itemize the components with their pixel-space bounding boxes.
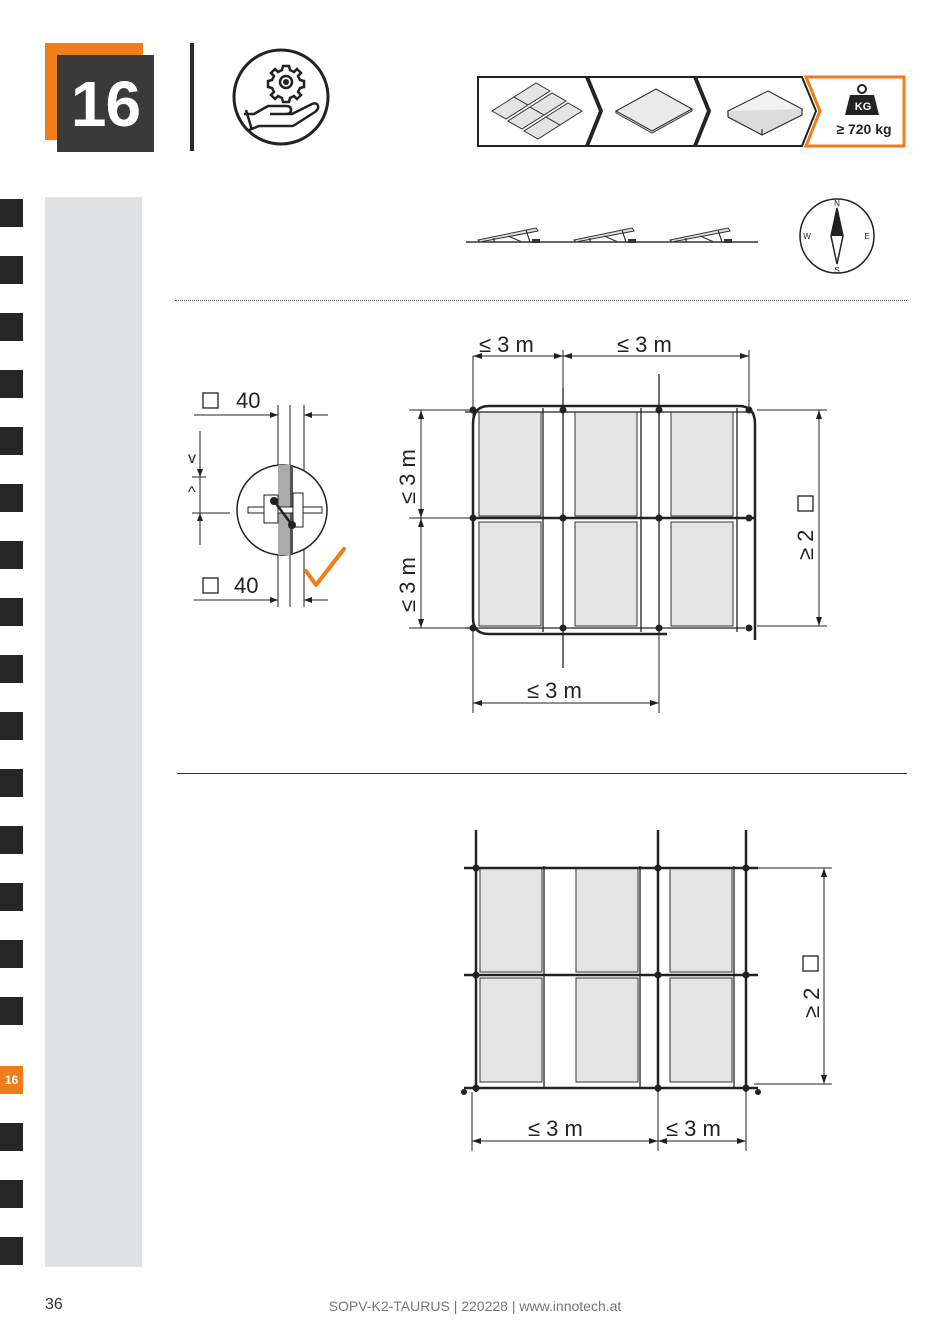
diagram1-top-left-dimension: ≤ 3 m	[479, 332, 534, 357]
section-tab[interactable]	[0, 1237, 23, 1265]
detail-caret-symbol: ^	[188, 484, 196, 501]
check-icon	[306, 549, 344, 585]
compass-north: N	[834, 199, 840, 208]
diagram1-right-dimension: ≥ 2	[793, 529, 818, 560]
section-tab[interactable]	[0, 826, 23, 854]
diagram1-top-right-dimension: ≤ 3 m	[617, 332, 672, 357]
section-tab[interactable]	[0, 655, 23, 683]
clamp-detail-view	[170, 385, 370, 615]
section-tab[interactable]	[0, 256, 23, 284]
step-number: 16	[57, 55, 154, 152]
square-symbol	[803, 956, 818, 971]
compass-west: W	[803, 232, 811, 241]
section-tab[interactable]	[0, 769, 23, 797]
section-tab[interactable]	[0, 883, 23, 911]
diagram1-left-upper-dimension: ≤ 3 m	[395, 449, 420, 504]
layout-diagram-2	[440, 826, 850, 1156]
section-tab[interactable]	[0, 598, 23, 626]
svg-text:KG: KG	[854, 101, 872, 113]
section-tab[interactable]	[0, 199, 23, 227]
page-number: 36	[45, 1296, 63, 1313]
diagram1-left-lower-dimension: ≤ 3 m	[395, 557, 420, 612]
detail-v-symbol: v	[188, 450, 196, 467]
weight-kg-label	[846, 97, 880, 115]
header-divider	[190, 43, 194, 151]
square-symbol	[798, 496, 813, 511]
section-tab[interactable]	[0, 712, 23, 740]
detail-top-dimension: 40	[236, 388, 261, 413]
section-tab[interactable]	[0, 997, 23, 1025]
diagram1-bottom-dimension: ≤ 3 m	[527, 678, 582, 703]
compass-south: S	[834, 266, 840, 275]
detail-bottom-dimension: 40	[234, 573, 259, 598]
gear-hand-icon	[230, 46, 332, 148]
diagram2-bottom-left-dimension: ≤ 3 m	[528, 1116, 583, 1141]
layout-diagram-1	[385, 328, 845, 718]
section-tab[interactable]	[0, 1123, 23, 1151]
footer-doc-info: SOPV-K2-TAURUS | 220228 | www.innotech.at	[328, 1298, 622, 1314]
section-tab[interactable]	[0, 1180, 23, 1208]
section-tab[interactable]	[0, 484, 23, 512]
compass-east: E	[864, 232, 870, 241]
section-separator	[177, 773, 907, 774]
side-panel	[45, 197, 142, 1267]
section-tab[interactable]	[0, 313, 23, 341]
diagram2-bottom-right-dimension: ≤ 3 m	[666, 1116, 721, 1141]
process-sequence	[476, 75, 908, 148]
diagram2-right-dimension: ≥ 2	[799, 987, 824, 1018]
section-tab[interactable]	[0, 370, 23, 398]
dotted-separator	[175, 300, 907, 301]
square-symbol	[203, 578, 218, 593]
compass-icon	[797, 196, 877, 276]
section-tab-active[interactable]: 16	[0, 1066, 23, 1094]
section-tab[interactable]	[0, 541, 23, 569]
section-tab[interactable]	[0, 940, 23, 968]
square-symbol	[203, 393, 218, 408]
section-tab[interactable]	[0, 427, 23, 455]
weight-value: ≥ 720 kg	[836, 121, 892, 137]
mounting-row-illustration	[464, 220, 760, 250]
